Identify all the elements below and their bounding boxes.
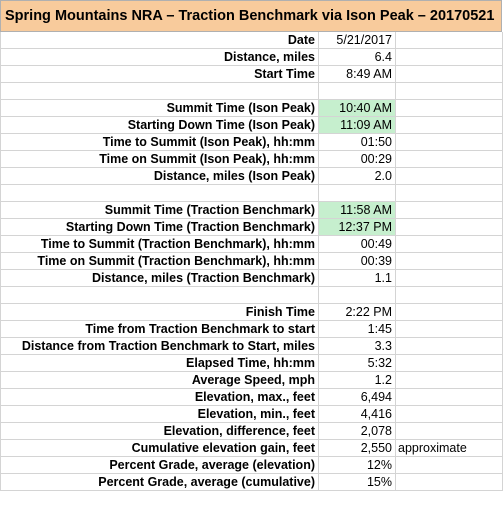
table-row: [0, 304, 503, 321]
row-value-highlighted[interactable]: 12:37 PM: [319, 219, 396, 236]
row-note[interactable]: [396, 117, 503, 134]
row-note[interactable]: [396, 49, 503, 66]
row-value[interactable]: 1:45: [319, 321, 396, 338]
row-value[interactable]: 8:49 AM: [319, 66, 396, 83]
row-value[interactable]: 12%: [319, 457, 396, 474]
row-note[interactable]: [396, 355, 503, 372]
row-value[interactable]: 2,078: [319, 423, 396, 440]
table-row: [0, 474, 503, 491]
row-label[interactable]: Summit Time (Traction Benchmark): [0, 202, 319, 219]
row-value[interactable]: 15%: [319, 474, 396, 491]
row-note[interactable]: [396, 270, 503, 287]
table-row: [0, 270, 503, 287]
row-label[interactable]: Finish Time: [0, 304, 319, 321]
row-value-highlighted[interactable]: 10:40 AM: [319, 100, 396, 117]
row-label[interactable]: Distance from Traction Benchmark to Start, miles: [0, 338, 319, 355]
row-note[interactable]: [396, 338, 503, 355]
row-label[interactable]: Distance, miles (Ison Peak): [0, 168, 319, 185]
row-note[interactable]: [396, 202, 503, 219]
row-label[interactable]: Percent Grade, average (elevation): [0, 457, 319, 474]
row-value[interactable]: 5:32: [319, 355, 396, 372]
row-label[interactable]: Elevation, max., feet: [0, 389, 319, 406]
row-note[interactable]: [396, 321, 503, 338]
row-note[interactable]: [396, 406, 503, 423]
table-row: [0, 236, 503, 253]
row-label[interactable]: Summit Time (Ison Peak): [0, 100, 319, 117]
table-row: [0, 151, 503, 168]
table-row: [0, 66, 503, 83]
row-value[interactable]: 2,550: [319, 440, 396, 457]
row-label[interactable]: [0, 83, 319, 100]
table-row: [0, 321, 503, 338]
row-value[interactable]: 1.1: [319, 270, 396, 287]
row-value[interactable]: 6,494: [319, 389, 396, 406]
sheet-title[interactable]: Spring Mountains NRA – Traction Benchmark via Ison Peak – 20170521: [0, 0, 502, 32]
row-note[interactable]: [396, 66, 503, 83]
row-label[interactable]: Date: [0, 32, 319, 49]
row-label[interactable]: Time on Summit (Ison Peak), hh:mm: [0, 151, 319, 168]
table-row: [0, 185, 503, 202]
row-label[interactable]: Elevation, min., feet: [0, 406, 319, 423]
row-note[interactable]: [396, 474, 503, 491]
row-value[interactable]: 6.4: [319, 49, 396, 66]
table-row: [0, 253, 503, 270]
table-row: [0, 457, 503, 474]
row-label[interactable]: Distance, miles (Traction Benchmark): [0, 270, 319, 287]
row-value-highlighted[interactable]: 11:09 AM: [319, 117, 396, 134]
row-label[interactable]: Starting Down Time (Ison Peak): [0, 117, 319, 134]
table-row: [0, 83, 503, 100]
table-row: [0, 423, 503, 440]
row-label[interactable]: Start Time: [0, 66, 319, 83]
table-row: [0, 287, 503, 304]
row-note[interactable]: [396, 423, 503, 440]
row-note[interactable]: [396, 219, 503, 236]
row-label[interactable]: Time on Summit (Traction Benchmark), hh:mm: [0, 253, 319, 270]
table-row: [0, 202, 503, 219]
table-row: [0, 219, 503, 236]
row-note[interactable]: [396, 185, 503, 202]
row-value[interactable]: [319, 83, 396, 100]
row-note[interactable]: [396, 253, 503, 270]
row-value[interactable]: 5/21/2017: [319, 32, 396, 49]
row-value[interactable]: 1.2: [319, 372, 396, 389]
row-label[interactable]: [0, 185, 319, 202]
row-note[interactable]: [396, 83, 503, 100]
table-row: [0, 49, 503, 66]
row-note[interactable]: [396, 134, 503, 151]
row-label[interactable]: Time to Summit (Traction Benchmark), hh:mm: [0, 236, 319, 253]
table-row: [0, 117, 503, 134]
row-label[interactable]: Elapsed Time, hh:mm: [0, 355, 319, 372]
row-note[interactable]: [396, 151, 503, 168]
row-label[interactable]: Starting Down Time (Traction Benchmark): [0, 219, 319, 236]
row-label[interactable]: Average Speed, mph: [0, 372, 319, 389]
row-note[interactable]: [396, 236, 503, 253]
row-label[interactable]: Time from Traction Benchmark to start: [0, 321, 319, 338]
row-value[interactable]: 4,416: [319, 406, 396, 423]
row-label[interactable]: Percent Grade, average (cumulative): [0, 474, 319, 491]
row-value[interactable]: 00:39: [319, 253, 396, 270]
row-value[interactable]: [319, 287, 396, 304]
row-value[interactable]: 2.0: [319, 168, 396, 185]
row-value-highlighted[interactable]: 11:58 AM: [319, 202, 396, 219]
row-note[interactable]: [396, 389, 503, 406]
row-note[interactable]: [396, 287, 503, 304]
table-row: [0, 355, 503, 372]
row-note[interactable]: [396, 168, 503, 185]
row-value[interactable]: 2:22 PM: [319, 304, 396, 321]
table-row: [0, 440, 503, 457]
table-row: [0, 338, 503, 355]
row-label[interactable]: Elevation, difference, feet: [0, 423, 319, 440]
row-value[interactable]: 00:49: [319, 236, 396, 253]
table-row: [0, 406, 503, 423]
row-note[interactable]: [396, 304, 503, 321]
table-row: [0, 100, 503, 117]
row-note[interactable]: [396, 457, 503, 474]
table-row: [0, 134, 503, 151]
row-note[interactable]: [396, 372, 503, 389]
row-note[interactable]: [396, 32, 503, 49]
row-value[interactable]: [319, 185, 396, 202]
row-label[interactable]: Time to Summit (Ison Peak), hh:mm: [0, 134, 319, 151]
row-value[interactable]: 3.3: [319, 338, 396, 355]
row-label[interactable]: [0, 287, 319, 304]
row-value[interactable]: 01:50: [319, 134, 396, 151]
table-row: [0, 372, 503, 389]
table-row: [0, 389, 503, 406]
row-label[interactable]: Cumulative elevation gain, feet: [0, 440, 319, 457]
table-row: [0, 168, 503, 185]
row-value[interactable]: 00:29: [319, 151, 396, 168]
row-label[interactable]: Distance, miles: [0, 49, 319, 66]
row-note[interactable]: [396, 100, 503, 117]
row-note[interactable]: approximate: [396, 440, 503, 457]
table-row: [0, 32, 503, 49]
